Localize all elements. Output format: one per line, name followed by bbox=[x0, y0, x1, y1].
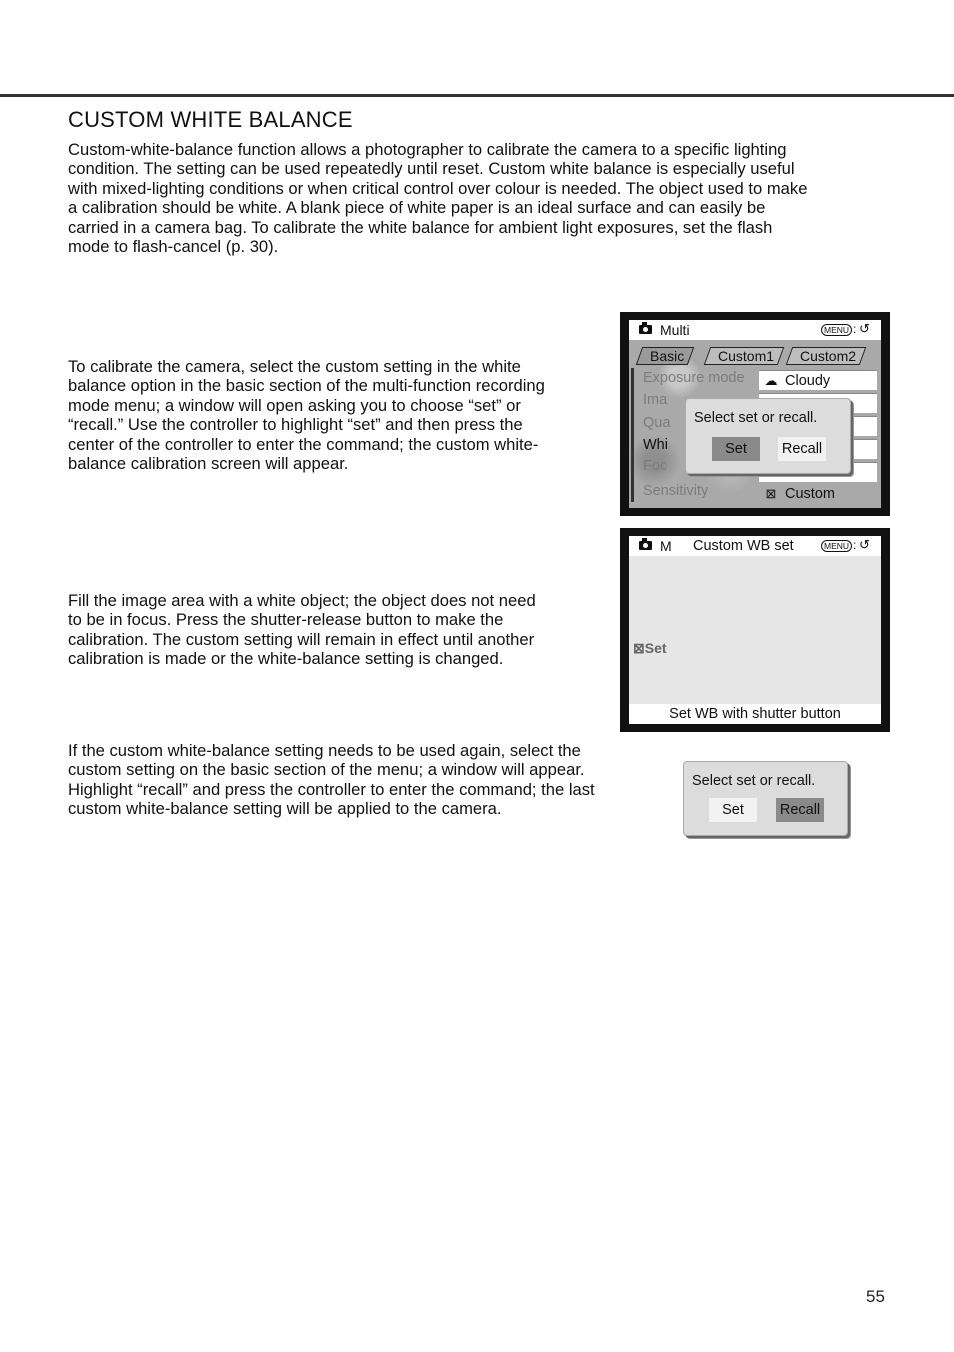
screen-header: Multi MENU : ↺ bbox=[629, 320, 881, 340]
recall-button[interactable]: Recall bbox=[778, 437, 826, 461]
mode-label: M bbox=[660, 538, 672, 554]
recall-dialog bbox=[683, 761, 848, 836]
row-white-balance[interactable]: Whi bbox=[643, 437, 668, 453]
menu-scroll-bar bbox=[631, 368, 634, 502]
row-image-size[interactable]: Ima bbox=[643, 392, 668, 408]
screen-header: M Custom WB set MENU : ↺ bbox=[629, 536, 881, 556]
multi-menu-screen bbox=[620, 312, 890, 516]
row-exposure-mode[interactable]: Exposure mode bbox=[643, 370, 745, 386]
step3-paragraph: If the custom white-balance setting needs to be used again, select the custom setting on the basic section of the menu; a window will appear. Highlight “recall” and press the controller to enter the command; the last custom white-balance setting will be applied to the camera. bbox=[68, 741, 595, 819]
menu-button-icon: MENU bbox=[821, 540, 852, 552]
intro-paragraph: Custom-white-balance function allows a photographer to calibrate the camera to a specific lighting condition. The setting can be used repeatedly until reset. Custom white balance is especially useful with mixed-lighting conditions or when critical control over colour is needed. The object used to make a calibration should be white. A blank piece of white paper is an ideal surface and can easily be carried in a camera bag. To calibrate the white balance for ambient light exposures, set the flash mode to flash-cancel (p. 30). bbox=[68, 140, 808, 257]
tab-basic[interactable]: Basic bbox=[636, 347, 695, 365]
custom-wb-icon: ⊠ bbox=[633, 640, 645, 656]
custom-wb-set-screen bbox=[620, 528, 890, 732]
camera-icon bbox=[639, 541, 652, 550]
menu-tabs bbox=[637, 344, 877, 366]
instruction-footer: Set WB with shutter button bbox=[629, 704, 881, 724]
lcd-display bbox=[629, 536, 881, 724]
lcd-display bbox=[629, 320, 881, 508]
page-number: 55 bbox=[866, 1287, 885, 1306]
tab-custom2[interactable]: Custom2 bbox=[786, 347, 867, 365]
set-button[interactable]: Set bbox=[709, 798, 757, 822]
back-icon: ↺ bbox=[859, 321, 870, 336]
screen-title: Custom WB set bbox=[693, 538, 794, 554]
camera-icon bbox=[639, 325, 652, 334]
row-quality[interactable]: Qua bbox=[643, 415, 671, 431]
tab-custom1[interactable]: Custom1 bbox=[704, 347, 785, 365]
row-sensitivity[interactable]: Sensitivity bbox=[643, 483, 709, 499]
set-button[interactable]: Set bbox=[712, 437, 760, 461]
step1-paragraph: To calibrate the camera, select the custom setting in the white balance option in the basic section of the multi-function recording mode menu; a window will open asking you to choose “set” or “recall.” Use the controller to highlight “set” and then press the center of the controller to enter the command; the custom white- balance calibration screen will appear. bbox=[68, 357, 545, 474]
top-rule bbox=[0, 94, 954, 97]
set-recall-dialog bbox=[685, 398, 851, 474]
dialog-prompt: Select set or recall. bbox=[694, 410, 818, 426]
step2-paragraph: Fill the image area with a white object; the object does not need to be in focus. Press the shutter-release button to make the calibration. The custom setting will remain in effect until another calibration is made or the white-balance setting is changed. bbox=[68, 591, 536, 669]
row-focus-mode[interactable]: Foc bbox=[643, 458, 668, 474]
cloud-icon: ☁ bbox=[764, 373, 778, 388]
page-title: CUSTOM WHITE BALANCE bbox=[68, 107, 353, 132]
option-custom[interactable]: ⊠ Custom bbox=[759, 484, 877, 503]
custom-wb-set-indicator: ⊠Set bbox=[633, 640, 667, 656]
recall-button[interactable]: Recall bbox=[776, 798, 824, 822]
option-cloudy[interactable]: ☁ Cloudy bbox=[759, 370, 877, 390]
dialog-prompt: Select set or recall. bbox=[692, 773, 816, 789]
custom-wb-icon: ⊠ bbox=[765, 486, 777, 501]
mode-label: Multi bbox=[660, 322, 690, 338]
menu-button-icon: MENU bbox=[821, 324, 852, 336]
back-icon: ↺ bbox=[859, 537, 870, 552]
